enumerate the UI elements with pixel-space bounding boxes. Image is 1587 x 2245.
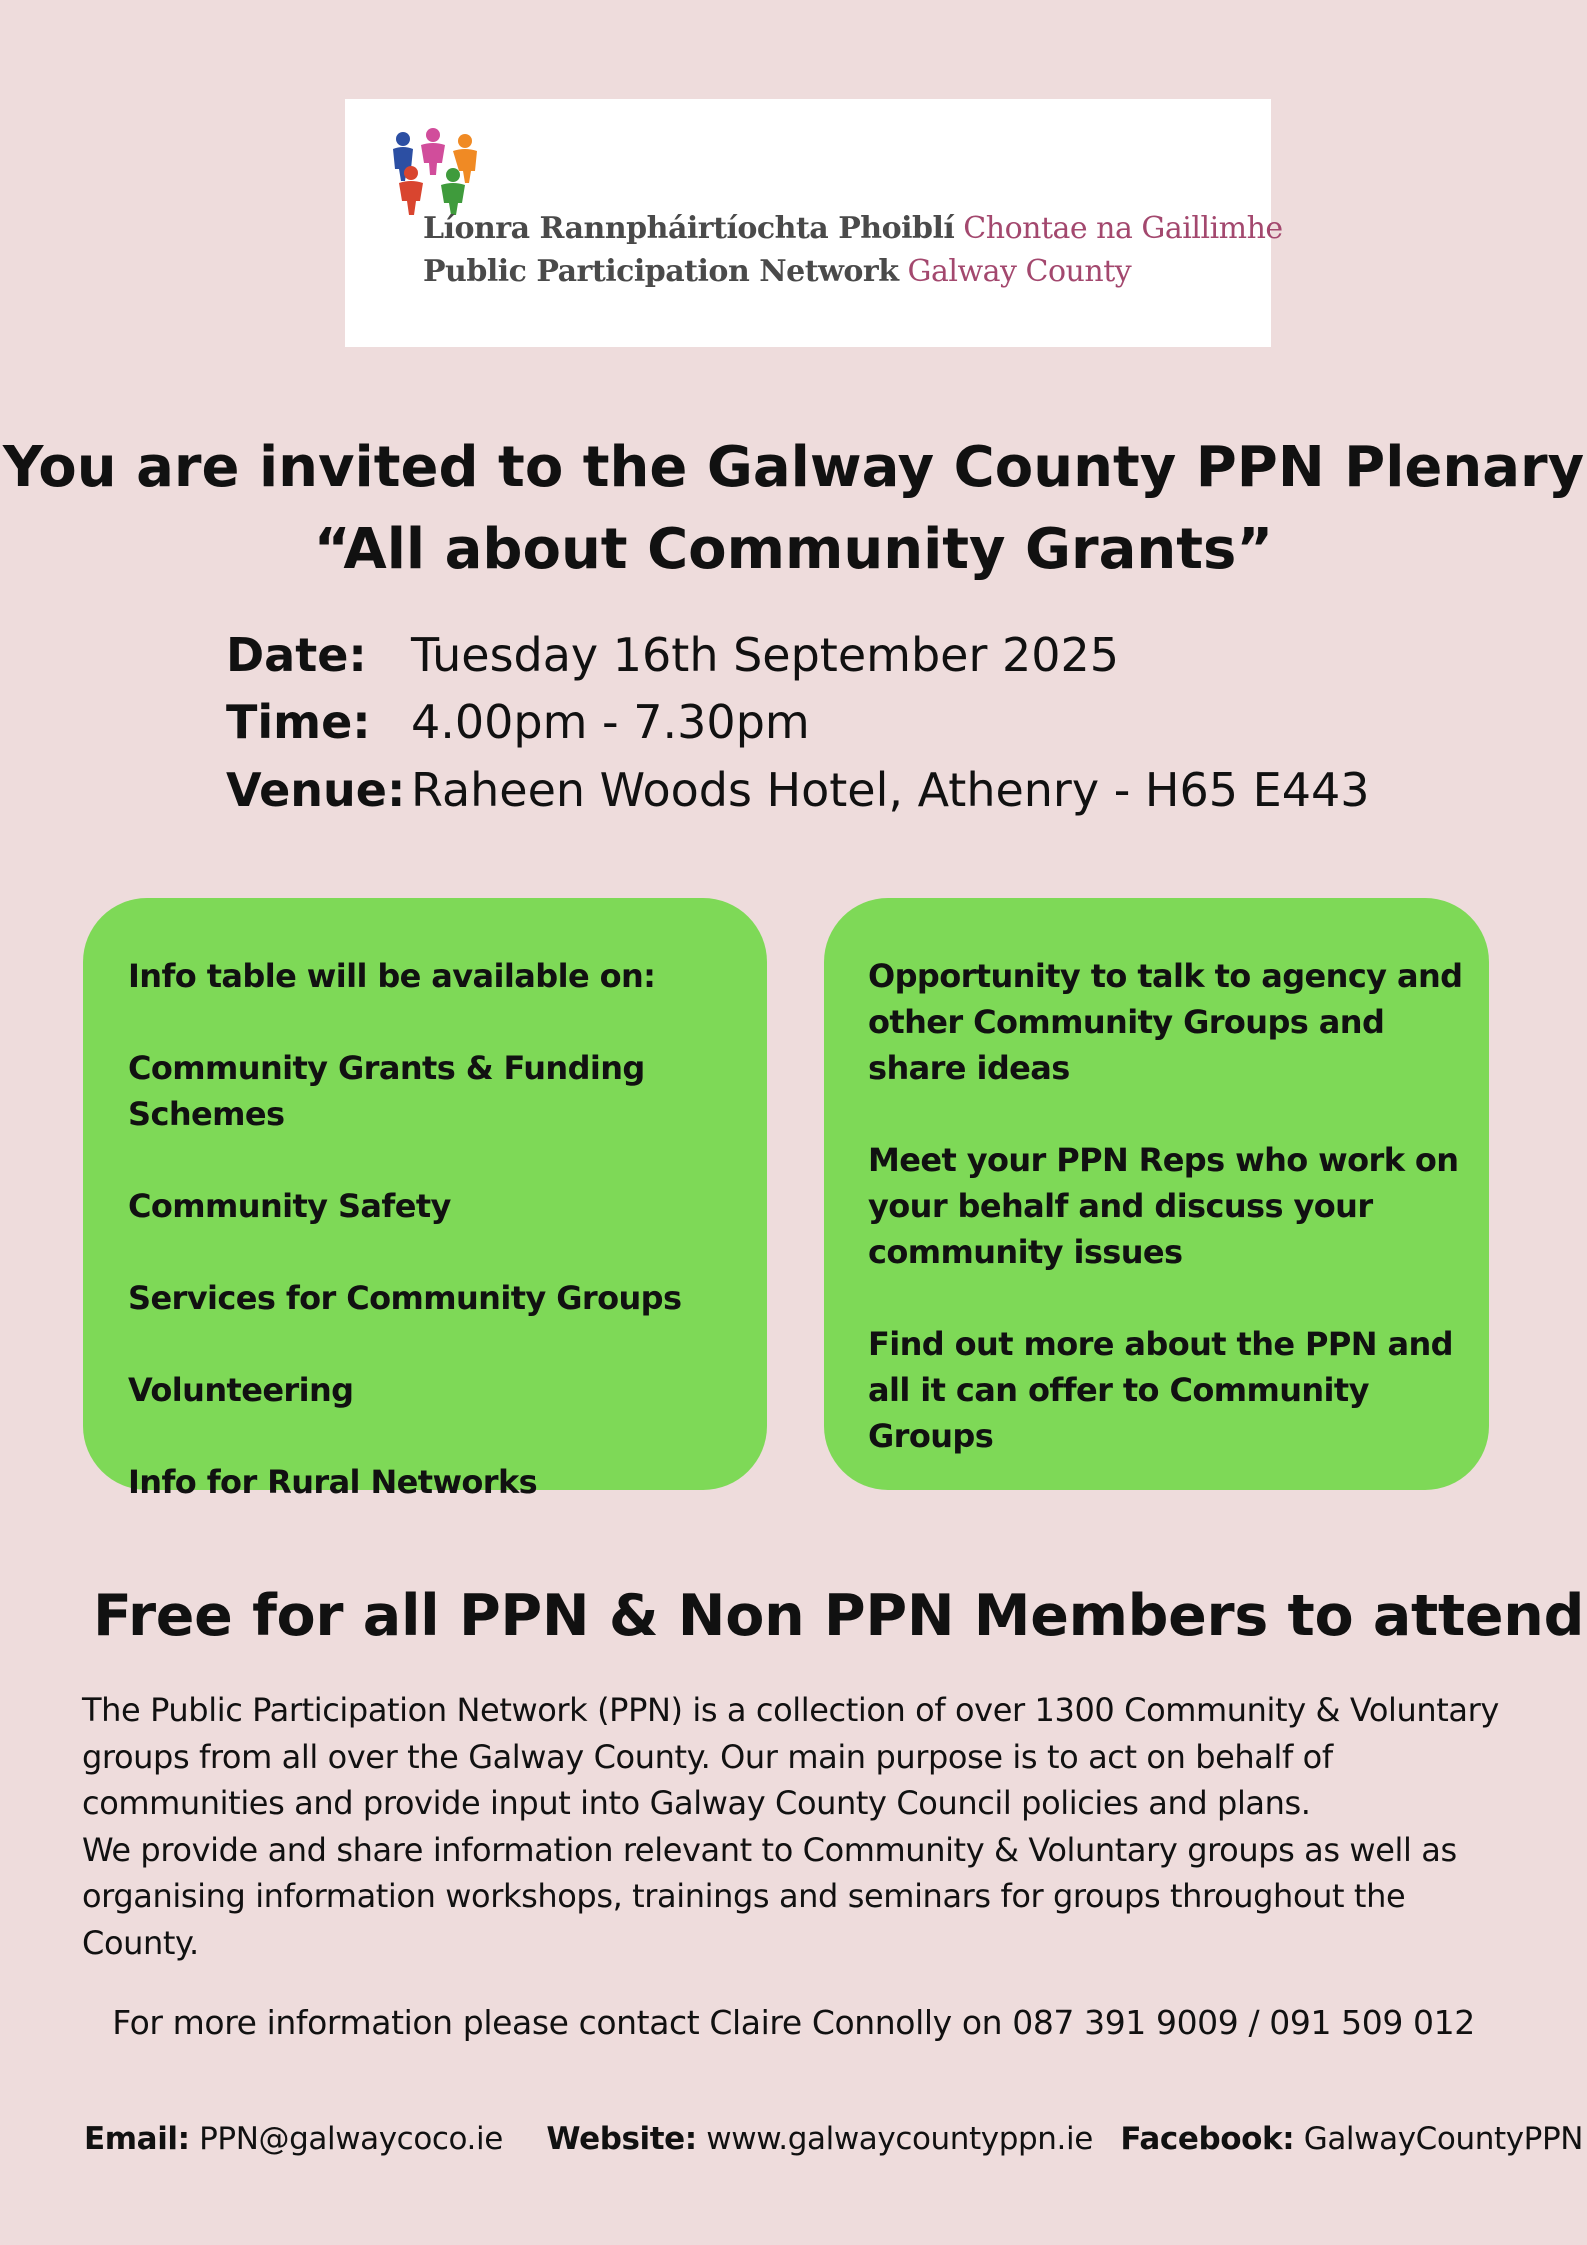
opportunity-item: Find out more about the PPN and all it can offer to Community Groups	[868, 1325, 1453, 1455]
venue-value: Raheen Woods Hotel, Athenry - H65 E443	[411, 763, 1370, 817]
date-label: Date:	[226, 628, 367, 682]
people-circle-icon	[381, 127, 485, 217]
info-item: Info for Rural Networks	[128, 1463, 538, 1501]
footer-contacts	[84, 2118, 1583, 2160]
invite-heading: You are invited to the Galway County PPN Plenary	[2, 435, 1585, 500]
contact-info: For more information please contact Claire Connolly on 087 391 9009 / 091 509 012	[112, 2003, 1475, 2042]
logo-line-irish	[423, 211, 1283, 246]
opportunity-item: Meet your PPN Reps who work on your behalf and discuss your community issues	[868, 1141, 1459, 1271]
date-row	[226, 622, 1119, 688]
website-link[interactable]: www.galwaycountyppn.ie	[706, 2121, 1093, 2157]
venue-label: Venue:	[226, 763, 406, 817]
email-label: Email:	[84, 2121, 190, 2157]
info-table-card	[83, 898, 767, 1501]
time-row	[226, 689, 810, 755]
facebook-link[interactable]: GalwayCountyPPN	[1303, 2121, 1584, 2157]
about-ppn-text	[82, 1687, 1522, 1966]
logo-irish-strong: Líonra Rannpháirtíochta Phoiblí	[423, 211, 955, 246]
info-item: Volunteering	[128, 1371, 354, 1409]
about-paragraph: The Public Participation Network (PPN) is a collection of over 1300 Community & Voluntary groups from all over the Galway County. Our main purpose is to act on behalf of communities and provide input into Galway County Council policies and plans.	[82, 1691, 1499, 1822]
email-link[interactable]: PPN@galwaycoco.ie	[199, 2121, 503, 2157]
logo-irish-accent: Chontae na Gaillimhe	[963, 211, 1283, 246]
logo-english-strong: Public Participation Network	[423, 254, 899, 289]
date-value: Tuesday 16th September 2025	[411, 628, 1120, 682]
time-value: 4.00pm - 7.30pm	[411, 695, 810, 749]
info-item: Community Grants & Funding Schemes	[128, 1049, 645, 1133]
info-item: Info table will be available on:	[128, 957, 656, 995]
free-attendance-heading: Free for all PPN & Non PPN Members to attend	[93, 1583, 1585, 1649]
time-label: Time:	[226, 695, 371, 749]
event-subtitle: “All about Community Grants”	[313, 517, 1274, 582]
opportunity-item: Opportunity to talk to agency and other Community Groups and share ideas	[868, 957, 1463, 1087]
opportunities-card	[824, 898, 1489, 1490]
venue-row	[226, 757, 1370, 823]
info-item: Services for Community Groups	[128, 1279, 682, 1317]
logo-line-english	[423, 254, 1131, 289]
about-paragraph: We provide and share information relevant to Community & Voluntary groups as well as organising information workshops, trainings and seminars for groups throughout the County.	[82, 1830, 1457, 1962]
logo-english-accent: Galway County	[907, 254, 1132, 289]
info-item: Community Safety	[128, 1187, 451, 1225]
logo-banner	[345, 99, 1283, 347]
facebook-label: Facebook:	[1120, 2121, 1295, 2157]
website-label: Website:	[546, 2121, 697, 2157]
